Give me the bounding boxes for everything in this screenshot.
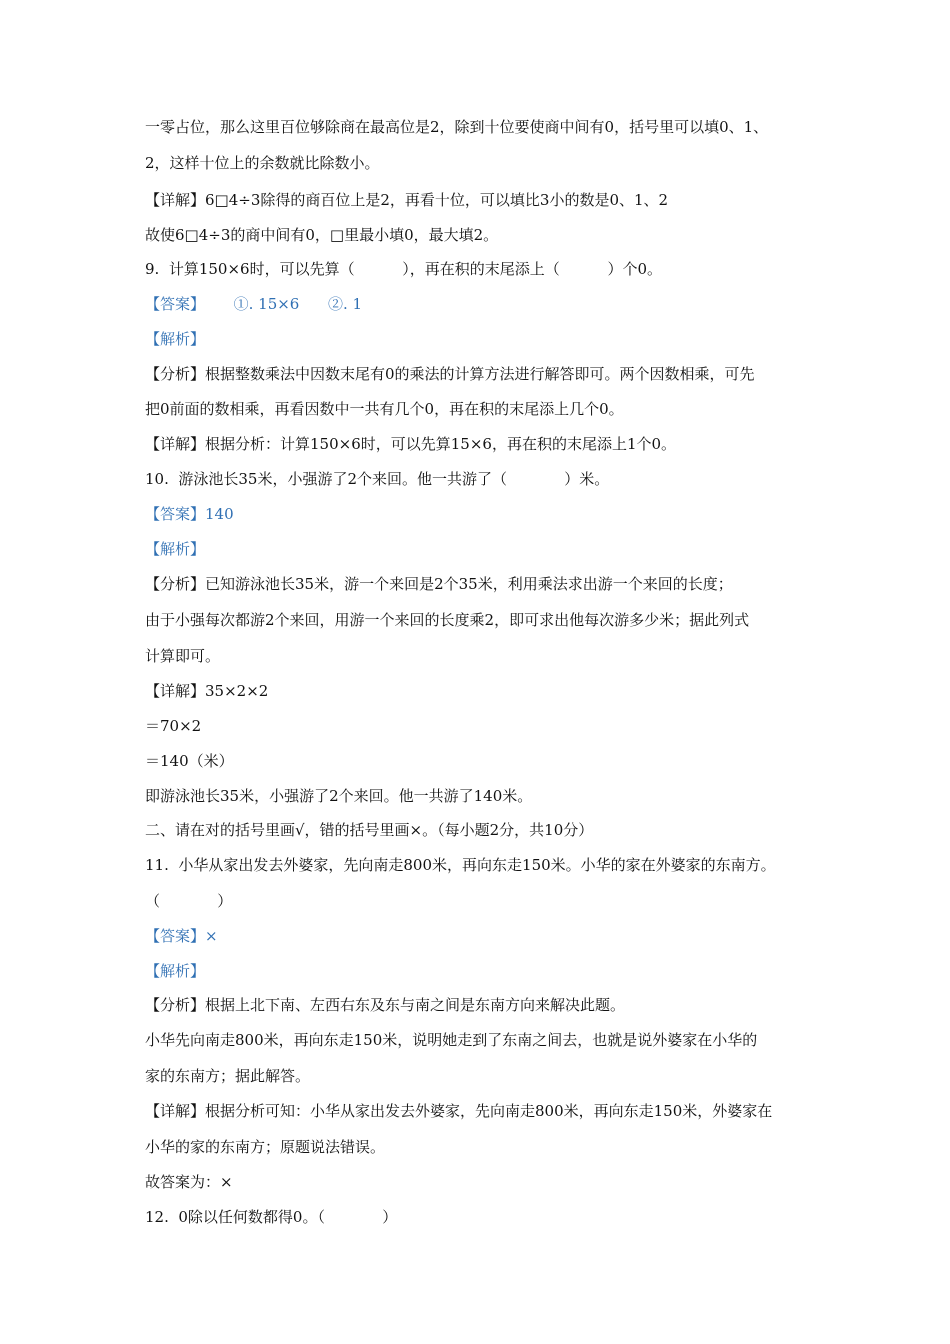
- answer-label-11: 【答案】×: [145, 927, 218, 945]
- analysis-label: 【解析】: [145, 540, 206, 558]
- text-line: 计算即可。: [145, 647, 221, 665]
- text-line: 由于小强每次都游2个来回，用游一个来回的长度乘2，即可求出他每次游多少米；据此列式: [145, 611, 750, 629]
- text-line: 2，这样十位上的余数就比除数小。: [145, 154, 380, 172]
- text-line: 【详解】35×2×2: [145, 682, 269, 700]
- question-12: 12. 0除以任何数都得0。（ ）: [145, 1208, 398, 1226]
- text-line: ＝140（米）: [145, 752, 234, 770]
- text-line: （ ）: [145, 892, 233, 910]
- text-line: 故使6□4÷3的商中间有0，□里最小填0，最大填2。: [145, 226, 499, 244]
- question-9: 9. 计算150×6时，可以先算（ ），再在积的末尾添上（ ）个0。: [145, 260, 662, 278]
- question-10: 10. 游泳池长35米，小强游了2个来回。他一共游了（ ）米。: [145, 470, 610, 488]
- text-line: 【分析】根据整数乘法中因数末尾有0的乘法的计算方法进行解答即可。两个因数相乘，可先: [145, 365, 755, 383]
- text-line: 【分析】已知游泳池长35米，游一个来回是2个35米，利用乘法求出游一个来回的长度；: [145, 575, 733, 593]
- text-line: 一零占位，那么这里百位够除商在最高位是2，除到十位要使商中间有0，括号里可以填0、1、: [145, 118, 769, 136]
- text-line: 【详解】6□4÷3除得的商百位上是2，再看十位，可以填比3小的数是0、1、2: [145, 191, 669, 209]
- text-line: 【分析】根据上北下南、左西右东及东与南之间是东南方向来解决此题。: [145, 996, 626, 1014]
- section-heading: 二、请在对的括号里画√，错的括号里画×。（每小题2分，共10分）: [145, 821, 594, 839]
- answer-label-10: 【答案】140: [145, 505, 234, 523]
- text-line: 小华先向南走800米，再向东走150米，说明她走到了东南之间去，也就是说外婆家在小华的: [145, 1031, 758, 1049]
- text-line: 故答案为：×: [145, 1173, 233, 1191]
- question-11: 11. 小华从家出发去外婆家，先向南走800米，再向东走150米。小华的家在外婆家的东南方。: [145, 856, 776, 874]
- text-line: ＝70×2: [145, 717, 202, 735]
- text-line: 把0前面的数相乘，再看因数中一共有几个0，再在积的末尾添上几个0。: [145, 400, 624, 418]
- text-line: 即游泳池长35米，小强游了2个来回。他一共游了140米。: [145, 787, 533, 805]
- text-line: 家的东南方；据此解答。: [145, 1067, 311, 1085]
- analysis-label: 【解析】: [145, 962, 206, 980]
- answer-label-9: 【答案】 ①. 15×6 ②. 1: [145, 295, 363, 313]
- text-line: 小华的家的东南方；原题说法错误。: [145, 1138, 386, 1156]
- text-line: 【详解】根据分析：计算150×6时，可以先算15×6，再在积的末尾添上1个0。: [145, 435, 677, 453]
- analysis-label: 【解析】: [145, 330, 206, 348]
- text-line: 【详解】根据分析可知：小华从家出发去外婆家，先向南走800米，再向东走150米，外婆家在: [145, 1102, 773, 1120]
